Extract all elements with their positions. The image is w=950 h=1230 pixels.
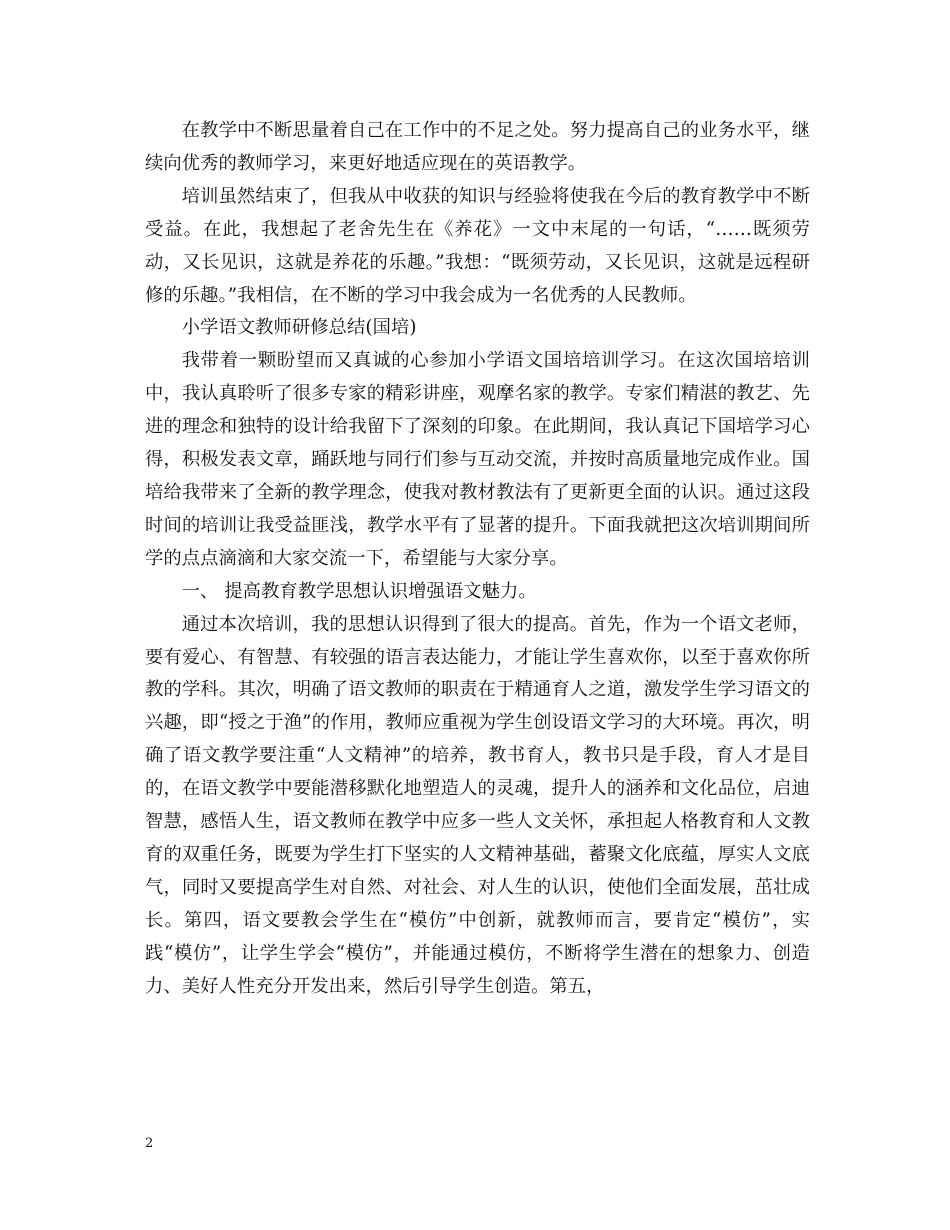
paragraph-teaching-reflection: 在教学中不断思量着自己在工作中的不足之处。努力提高自己的业务水平，继续向优秀的教师学习，来更好地适应现在的英语教学。: [145, 120, 810, 174]
paragraph-training-conclusion: 培训虽然结束了，但我从中收获的知识与经验将使我在今后的教育教学中不断受益。在此，我想起了老舍先生在《养花》一文中末尾的一句话，“……既须劳动，又长见识，这就是养花的乐趣。”我想：“既须劳动，又长见识，这就是远程研修的乐趣。”我相信，在不断的学习中我会成为一名优秀的人民教师。: [145, 185, 810, 306]
document-body: [145, 115, 810, 1003]
section-title: 小学语文教师研修总结(国培): [181, 317, 417, 339]
section-heading-one: 一、 提高教育教学思想认识增强语文魅力。: [181, 580, 537, 602]
page-number: 2: [145, 1136, 154, 1151]
paragraph-introduction: 我带着一颗盼望而又真诚的心参加小学语文国培培训学习。在这次国培培训中，我认真聆听了很多专家的精彩讲座，观摩名家的教学。专家们精湛的教艺、先进的理念和独特的设计给我留下了深刻的印象。在此期间，我认真记下国培学习心得，积极发表文章，踊跃地与同行们参与互动交流，并按时高质量地完成作业。国培给我带来了全新的教学理念，使我对教材教法有了更新更全面的认识。通过这段时间的培训让我受益匪浅，教学水平有了显著的提升。下面我就把这次培训期间所学的点点滴滴和大家交流一下，希望能与大家分享。: [145, 350, 810, 569]
paragraph-thought-improvement: 通过本次培训，我的思想认识得到了很大的提高。首先，作为一个语文老师，要有爱心、有智慧、有较强的语言表达能力，才能让学生喜欢你，以至于喜欢你所教的学科。其次，明确了语文教师的职责在于精通育人之道，激发学生学习语文的兴趣，即“授之于渔”的作用，教师应重视为学生创设语文学习的大环境。再次，明确了语文教学要注重“人文精神”的培养，教书育人，教书只是手段，育人才是目的，在语文教学中要能潜移默化地塑造人的灵魂，提升人的涵养和文化品位，启迪智慧，感悟人生，语文教师在教学中应多一些人文关怀，承担起人格教育和人文教育的双重任务，既要为学生打下坚实的人文精神基础，蓄聚文化底蕴，厚实人文底气，同时又要提高学生对自然、对社会、对人生的认识，使他们全面发展，茁壮成长。第四，语文要教会学生在“模仿”中创新，就教师而言，要肯定“模仿”，实践“模仿”，让学生学会“模仿”，并能通过模仿，不断将学生潜在的想象力、创造力、美好人性充分开发出来，然后引导学生创造。第五，: [145, 613, 810, 997]
